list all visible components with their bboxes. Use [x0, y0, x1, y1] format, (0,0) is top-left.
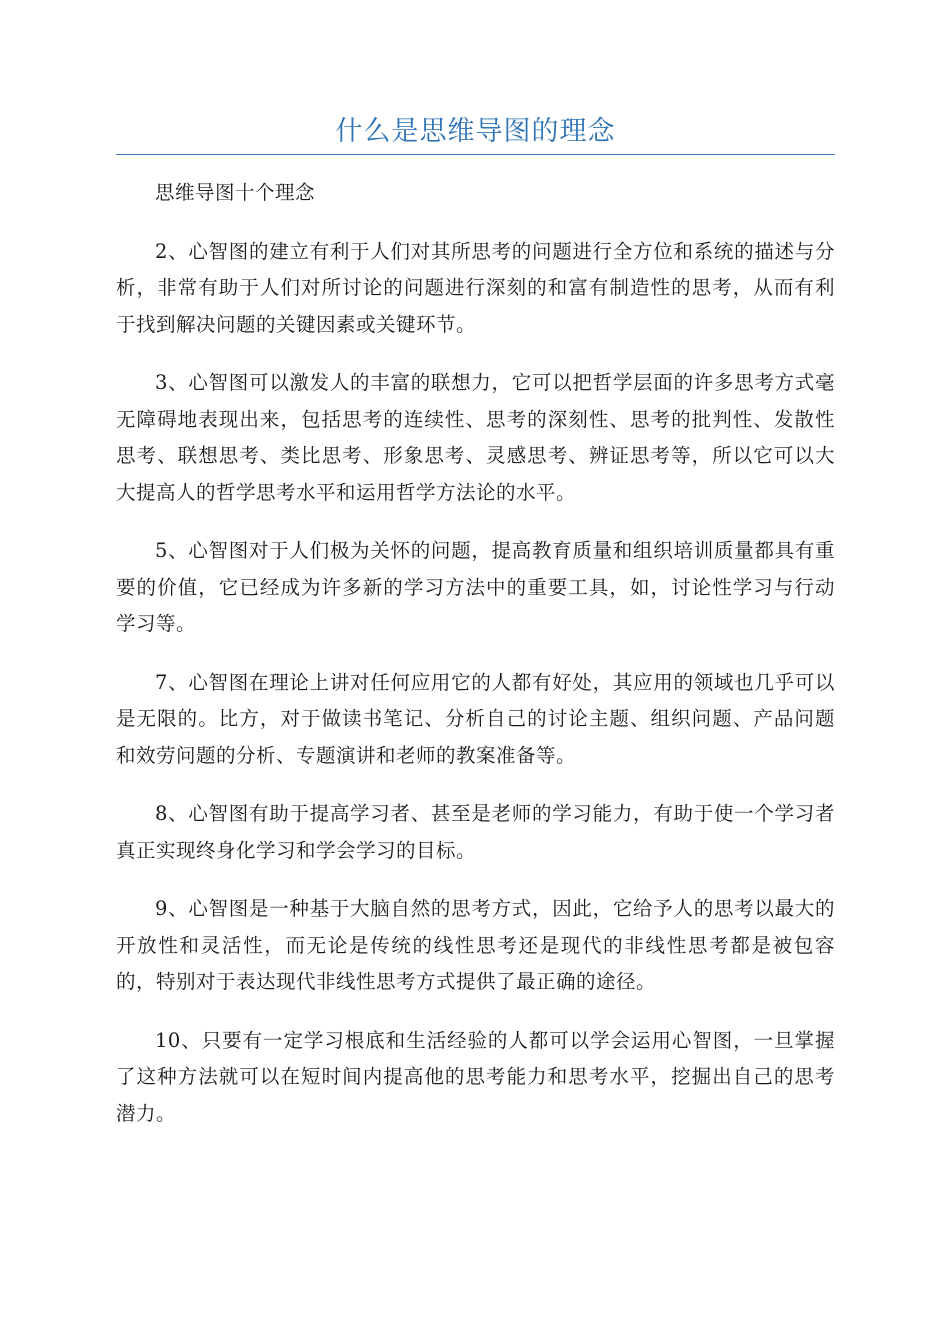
paragraph-item-10: 10、只要有一定学习根底和生活经验的人都可以学会运用心智图，一旦掌握了这种方法就可以在短时间内提高他的思考能力和思考水平，挖掘出自己的思考潜力。 — [116, 1028, 835, 1125]
paragraph-item-7: 7、心智图在理论上讲对任何应用它的人都有好处，其应用的领域也几乎可以是无限的。比方，对于做读书笔记、分析自己的讨论主题、组织问题、产品问题和效劳问题的分析、专题演讲和老师的教案准备等。 — [116, 670, 835, 767]
paragraph-heading: 思维导图十个理念 — [155, 181, 316, 204]
document-body — [116, 175, 835, 1154]
paragraph-item-9: 9、心智图是一种基于大脑自然的思考方式，因此，它给予人的思考以最大的开放性和灵活性，而无论是传统的线性思考还是现代的非线性思考都是被包容的，特别对于表达现代非线性思考方式提供了最正确的途径。 — [116, 897, 835, 993]
paragraph-item-5: 5、心智图对于人们极为关怀的问题，提高教育质量和组织培训质量都具有重要的价值，它已经成为许多新的学习方法中的重要工具，如，讨论性学习与行动学习等。 — [116, 539, 835, 635]
document-title: 什么是思维导图的理念 — [335, 116, 616, 147]
paragraph-item-3: 3、心智图可以激发人的丰富的联想力，它可以把哲学层面的许多思考方式毫无障碍地表现出来，包括思考的连续性、思考的深刻性、思考的批判性、发散性思考、联想思考、类比思考、形象思考、灵感思考、辨证思考等，所以它可以大大提高人的哲学思考水平和运用哲学方法论的水平。 — [116, 371, 835, 504]
title-underline-divider — [116, 154, 835, 155]
paragraph-item-2: 2、心智图的建立有利于人们对其所思考的问题进行全方位和系统的描述与分析，非常有助于人们对所讨论的问题进行深刻的和富有制造性的思考，从而有利于找到解决问题的关键因素或关键环节。 — [116, 239, 835, 336]
paragraph-item-8: 8、心智图有助于提高学习者、甚至是老师的学习能力，有助于使一个学习者真正实现终身化学习和学会学习的目标。 — [116, 802, 835, 862]
